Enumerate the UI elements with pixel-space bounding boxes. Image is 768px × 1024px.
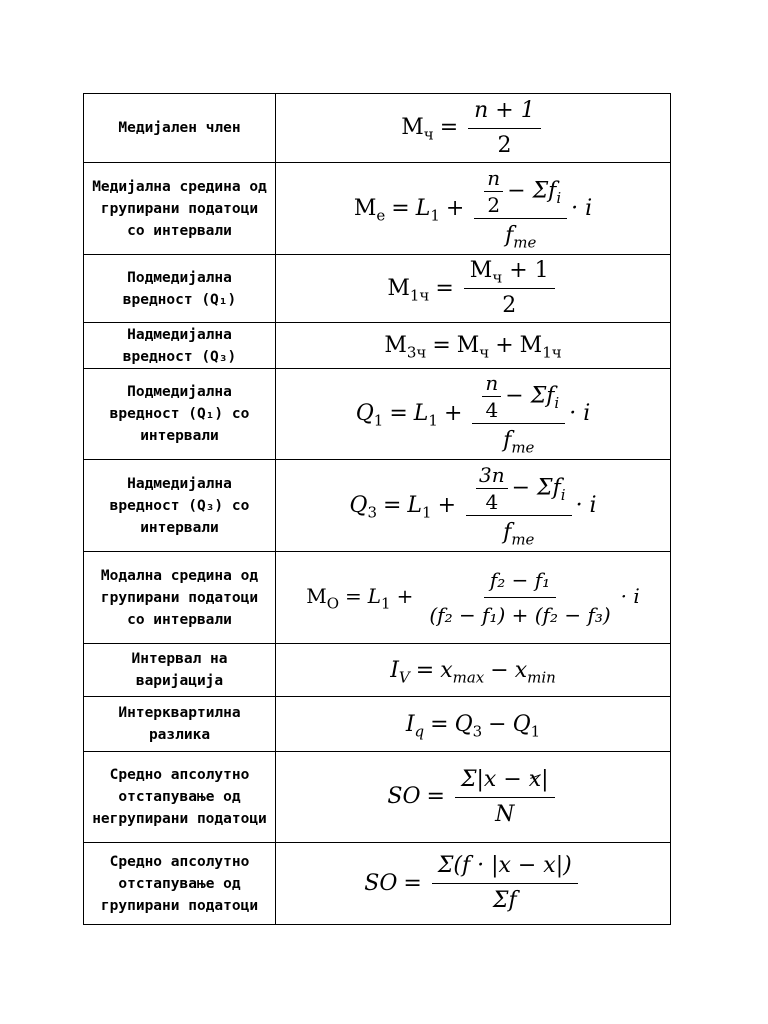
table-row <box>84 255 671 323</box>
table-row <box>84 697 671 752</box>
label-text: Надмедијална вредност (Q₃) со интервали <box>109 475 250 536</box>
row-label <box>84 697 276 752</box>
label-text: Подмедијална вредност (Q₁) со интервали <box>109 384 250 444</box>
label-text: Медијален член <box>118 120 241 136</box>
table-row <box>84 460 671 552</box>
label-text: Модална средина од групирани податоци со интервали <box>100 567 259 628</box>
table-row <box>84 552 671 644</box>
formula-mode-grouped: $М_O = L_1$ + $\frac{\text{f₂ − f₁}}{\text{(f₂ − f₁) + (f₂ − f₃)}}$ · i <box>306 584 640 608</box>
formula-cell <box>276 255 671 323</box>
formula-iqr: $I_q = Q_3 - Q_1$ <box>405 711 541 740</box>
row-label <box>84 255 276 323</box>
formula-cell <box>276 163 671 255</box>
row-label <box>84 843 276 925</box>
formula-q3-grouped: $Q_3 = L_1$ + $\frac{3n}{4}$ − $\Sigma f_i$ $f_{me}$ · i <box>349 462 597 548</box>
formula-mad-grouped: SO = $\frac{\Sigma(f \cdot |x - x|)}{\Sigma f}$ <box>364 871 581 896</box>
formula-range: $I_V = x_{max} - x_{min}$ <box>390 657 556 686</box>
label-text: Интервал на варијација <box>131 651 228 689</box>
table-row <box>84 843 671 925</box>
row-label <box>84 163 276 255</box>
label-text: Интерквартилна разлика <box>118 705 241 743</box>
formula-cell <box>276 460 671 552</box>
formula-cell <box>276 323 671 369</box>
formula-q3: $М_{3ч} = М_ч + М_{1ч}$ <box>384 333 562 362</box>
formula-cell <box>276 697 671 752</box>
label-text: Средно апсолутно отстапување од групирани податоци <box>100 853 259 914</box>
table-row <box>84 752 671 843</box>
formula-median-grouped: $М_e = L_1$ + $\frac{n}{2}$ − $\Sigma f_i$ $f_{me}$ · i <box>353 165 593 251</box>
label-text: Надмедијална вредност (Q₃) <box>122 326 237 365</box>
formula-q1: $М_{1ч}$ = $\frac{М_ч + 1}{2}$ <box>387 276 558 301</box>
row-label <box>84 369 276 460</box>
formula-median-member: $М_ч$ = $\frac{n + 1}{2}$ <box>401 115 544 140</box>
row-label <box>84 644 276 697</box>
row-label <box>84 460 276 552</box>
formula-cell <box>276 94 671 163</box>
formula-cell <box>276 843 671 925</box>
table-row <box>84 369 671 460</box>
row-label <box>84 323 276 369</box>
label-text: Медијална средина од групирани податоци со интервали <box>92 178 267 239</box>
formula-cell <box>276 644 671 697</box>
table-row <box>84 163 671 255</box>
row-label <box>84 552 276 644</box>
row-label <box>84 752 276 843</box>
table-row <box>84 323 671 369</box>
table-row <box>84 644 671 697</box>
label-text: Средно апсолутно отстапување од негрупирани податоци <box>92 767 267 827</box>
formula-cell <box>276 752 671 843</box>
label-text: Подмедијална вредност (Q₁) <box>122 269 237 308</box>
formula-cell <box>276 552 671 644</box>
row-label <box>84 94 276 163</box>
table-row <box>84 94 671 163</box>
formula-table <box>83 93 671 925</box>
formula-mad-ungrouped: SO = $\frac{\Sigma|x - x|}{N}$ <box>387 784 558 809</box>
formula-cell <box>276 369 671 460</box>
formula-q1-grouped: $Q_1 = L_1$ + $\frac{n}{4}$ − $\Sigma f_i$ $f_{me}$ · i <box>355 371 591 457</box>
